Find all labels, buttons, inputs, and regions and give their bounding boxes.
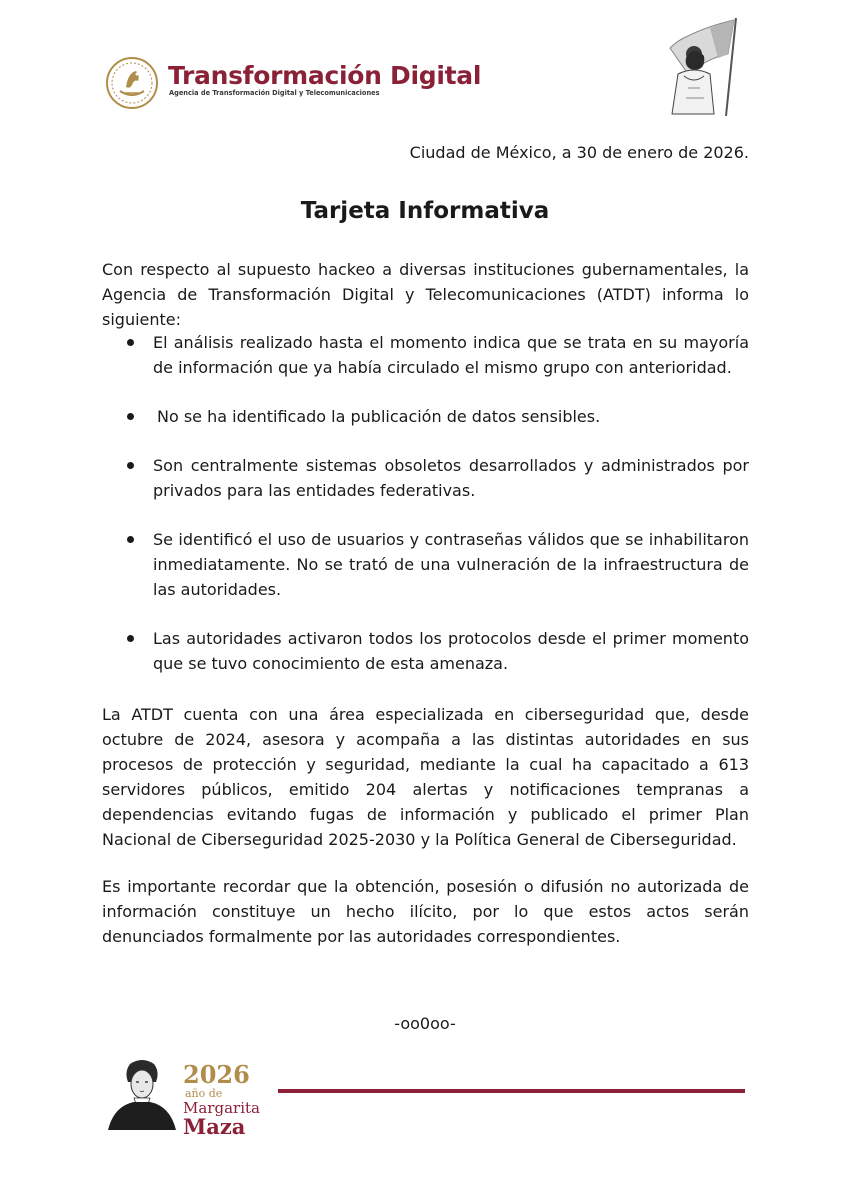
bullet-icon	[127, 536, 134, 543]
brand-title: Transformación Digital	[168, 61, 482, 90]
bullet-icon	[127, 413, 134, 420]
commemorative-year-logo	[183, 1062, 260, 1138]
bullet-text: El análisis realizado hasta el momento indica que se trata en su mayoría de información que ya había circulado el mismo grupo con anterioridad.	[153, 333, 749, 377]
cybersecurity-paragraph: La ATDT cuenta con una área especializada en ciberseguridad que, desde octubre de 2024, asesora y acompaña a las distintas autoridades en sus procesos de protección y seguridad, mediante la cual ha capacitado a 613 servidores públicos, emitido 204 alertas y notificaciones tempranas a dependencias evitando fugas de información y publicado el primer Plan Nacional de Ciberseguridad 2025-2030 y la Política General de Ciberseguridad.	[102, 705, 749, 849]
list-item	[102, 330, 749, 380]
national-seal-icon	[106, 57, 158, 109]
brand-subtitle: Agencia de Transformación Digital y Telecomunicaciones	[169, 89, 380, 97]
bullet-text: No se ha identificado la publicación de datos sensibles.	[157, 407, 601, 426]
list-item	[102, 626, 749, 676]
list-item	[102, 404, 749, 429]
honoree-first-name: Margarita	[183, 1099, 260, 1117]
document-date: Ciudad de México, a 30 de enero de 2026.	[409, 143, 749, 162]
bullet-text: Las autoridades activaron todos los protocolos desde el primer momento que se tuvo conocimiento de esta amenaza.	[153, 629, 749, 673]
bullet-text: Se identificó el uso de usuarios y contraseñas válidos que se inhabilitaron inmediatamente. No se trató de una vulneración de la infraestructura de las autoridades.	[153, 530, 749, 599]
legal-notice-paragraph: Es importante recordar que la obtención, posesión o difusión no autorizada de información constituye un hecho ilícito, por lo que estos actos serán denunciados formalmente por las autoridades correspondientes.	[102, 877, 749, 946]
bullet-icon	[127, 339, 134, 346]
honoree-last-name: Maza	[183, 1114, 246, 1139]
closing-mark: -oo0oo-	[394, 1014, 456, 1033]
bullet-icon	[127, 462, 134, 469]
footer-divider	[278, 1089, 745, 1093]
year-caption: año de	[185, 1087, 223, 1100]
document-title: Tarjeta Informativa	[300, 198, 550, 224]
bullet-list	[102, 330, 749, 676]
list-item	[102, 527, 749, 602]
intro-paragraph: Con respecto al supuesto hackeo a diversas instituciones gubernamentales, la Agencia de Transformación Digital y Telecomunicaciones (ATDT) informa lo siguiente:	[102, 260, 749, 329]
bullet-text: Son centralmente sistemas obsoletos desarrollados y administrados por privados para las entidades federativas.	[153, 456, 749, 500]
flag-heroine-emblem-icon	[648, 14, 746, 118]
letterhead	[0, 0, 850, 130]
portrait-illustration-icon	[104, 1058, 180, 1130]
list-item	[102, 453, 749, 503]
year-number: 2026	[183, 1060, 250, 1089]
bullet-icon	[127, 635, 134, 642]
